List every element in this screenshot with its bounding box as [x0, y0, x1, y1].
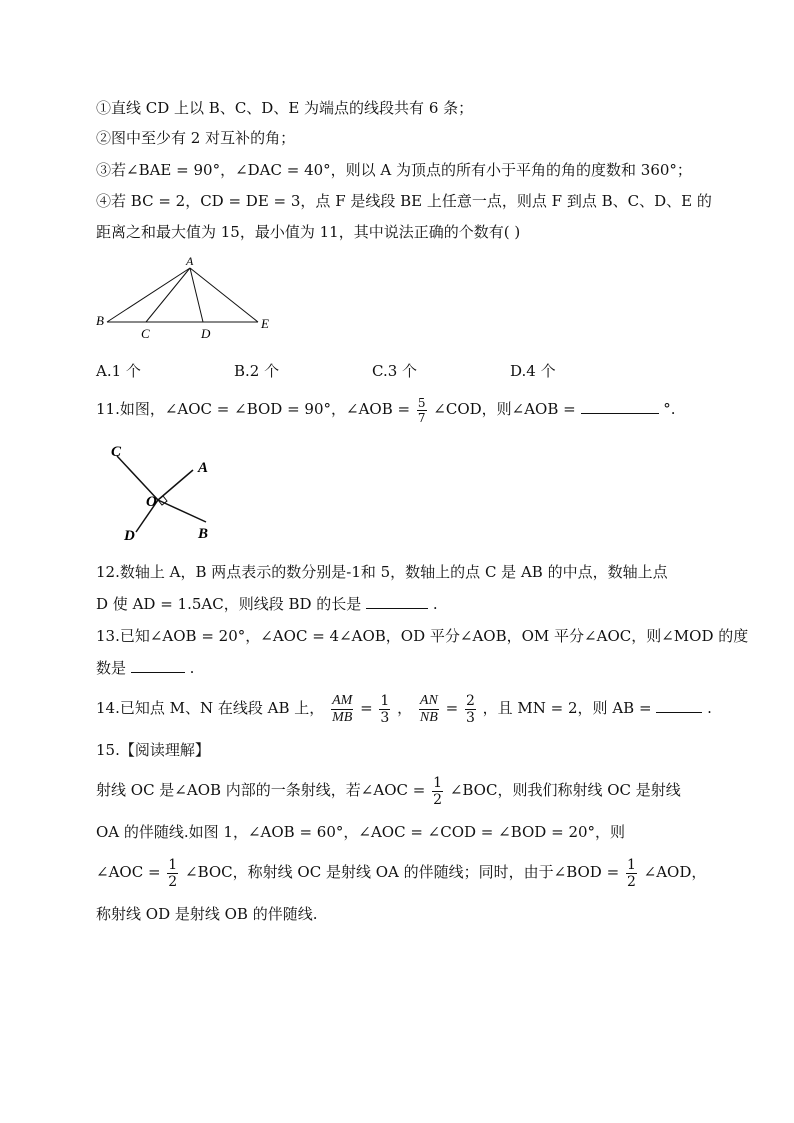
q11-text-mid: ∠COD，则∠AOB = — [433, 400, 576, 418]
q12-answer-blank[interactable] — [366, 594, 428, 609]
q12-line-2 — [96, 594, 438, 614]
q11-answer-blank[interactable] — [581, 399, 659, 414]
q13-line-2 — [96, 658, 194, 678]
q15-p3-fraction-1 — [167, 858, 178, 889]
label-c: C — [111, 444, 122, 460]
label-b: B — [96, 313, 104, 328]
q11-frac-num: 5 — [417, 395, 426, 410]
q14-f1-num: AM — [332, 692, 353, 708]
q14-text-post: ，且 MN = 2，则 AB = — [482, 699, 652, 717]
q13-text-end: . — [189, 659, 195, 677]
q14-f2v-den: 3 — [465, 709, 475, 726]
label-a: A — [198, 460, 209, 476]
q14-f1v-num: 1 — [380, 692, 390, 709]
q12-line-1: 12.数轴上 A，B 两点表示的数分别是-1和 5，数轴上的点 C 是 AB 的中点，数轴上点 — [96, 563, 668, 581]
q14-equals-2: = — [445, 699, 459, 717]
q14-comma: ， — [397, 699, 413, 717]
q14-fraction-am-mb — [331, 694, 353, 725]
q15-p3b: ∠BOC，称射线 OC 是射线 OA 的伴随线；同时，由于∠BOD = — [185, 863, 620, 881]
q14-text-pre: 14.已知点 M、N 在线段 AB 上， — [96, 699, 325, 717]
q13-answer-blank[interactable] — [131, 658, 185, 673]
q14-line — [96, 688, 712, 728]
q10-statement-2: ②图中至少有 2 对互补的角； — [96, 129, 296, 147]
q11-frac-den: 7 — [417, 410, 426, 425]
q15-p3-den: 2 — [168, 873, 178, 890]
segment-ac — [146, 268, 190, 322]
label-o: O — [146, 494, 157, 510]
q13-line-1: 13.已知∠AOB = 20°，∠AOC = 4∠AOB，OD 平分∠AOB，OM 平分∠AOC，则∠MOD 的度 — [96, 627, 749, 645]
q15-paragraph-3 — [96, 852, 706, 892]
q14-equals-1: = — [360, 699, 373, 717]
segment-ab — [107, 268, 190, 322]
q15-paragraph-1 — [96, 770, 681, 810]
q15-p3-num: 1 — [168, 856, 178, 873]
label-a: A — [186, 254, 194, 268]
q15-p1-fraction — [432, 776, 443, 807]
ray-ob — [158, 500, 206, 522]
label-b: B — [198, 526, 209, 542]
q11-fraction — [417, 397, 427, 424]
q15-paragraph-4: 称射线 OD 是射线 OB 的伴随线. — [96, 905, 318, 923]
q15-p3a: ∠AOC = — [96, 863, 161, 881]
q15-p1-text: 射线 OC 是∠AOB 内部的一条射线，若∠AOC = — [96, 781, 426, 799]
q15-p1-end: ∠BOC，则我们称射线 OC 是射线 — [449, 781, 681, 799]
q12-text-end: . — [432, 595, 438, 613]
q15-p3-num2: 1 — [626, 856, 636, 873]
q15-p3-fraction-2 — [626, 858, 637, 889]
ray-oa — [158, 470, 193, 500]
segment-ae — [190, 268, 258, 322]
q10-statement-5: 距离之和最大值为 15，最小值为 11，其中说法正确的个数有( ) — [96, 223, 521, 241]
q15-p3-den2: 2 — [626, 873, 636, 890]
q14-f2-den: NB — [419, 709, 438, 725]
q10-statement-4: ④若 BC = 2，CD = DE = 3，点 F 是线段 BE 上任意一点，则点 F 到点 B、C、D、E 的 — [96, 192, 712, 210]
q14-f1v-den: 3 — [380, 709, 390, 726]
q14-answer-blank[interactable] — [656, 698, 702, 713]
q11-text-post: °. — [663, 400, 676, 418]
q14-f2-num: AN — [419, 692, 438, 708]
q14-f2v-num: 2 — [465, 692, 475, 709]
q10-option-d: D.4 个 — [510, 362, 556, 380]
q11-text-pre: 11.如图，∠AOC = ∠BOD = 90°，∠AOB = — [96, 400, 411, 418]
q14-text-end: . — [707, 699, 712, 717]
q15-paragraph-2: OA 的伴随线.如图 1，∠AOB = 60°，∠AOC = ∠COD = ∠BOD = 20°，则 — [96, 823, 626, 841]
q14-fraction-one-third — [379, 694, 390, 725]
q10-statement-1: ①直线 CD 上以 B、C、D、E 为端点的线段共有 6 条； — [96, 99, 474, 117]
q11-line — [96, 394, 676, 424]
label-e: E — [261, 316, 269, 331]
q13-text: 数是 — [96, 659, 127, 677]
segment-ad — [190, 268, 203, 322]
q10-statement-3: ③若∠BAE = 90°，∠DAC = 40°，则以 A 为顶点的所有小于平角的角的度数和 360°； — [96, 161, 692, 179]
q12-text: D 使 AD = 1.5AC，则线段 BD 的长是 — [96, 595, 362, 613]
q15-p3c: ∠AOD， — [643, 863, 707, 881]
q10-option-a: A.1 个 — [96, 362, 141, 380]
q10-option-c: C.3 个 — [372, 362, 418, 380]
q15-p1-den: 2 — [433, 791, 443, 808]
q14-fraction-an-nb — [419, 694, 439, 725]
label-c: C — [141, 326, 150, 341]
q10-option-b: B.2 个 — [234, 362, 280, 380]
label-d: D — [201, 326, 211, 341]
label-d: D — [124, 528, 135, 544]
q14-f1-den: MB — [332, 709, 353, 725]
q11-angle-figure — [108, 440, 220, 548]
q10-triangle-figure — [90, 252, 290, 344]
q15-title: 15.【阅读理解】 — [96, 741, 210, 759]
q14-fraction-two-thirds — [465, 694, 476, 725]
q15-p1-num: 1 — [433, 774, 443, 791]
